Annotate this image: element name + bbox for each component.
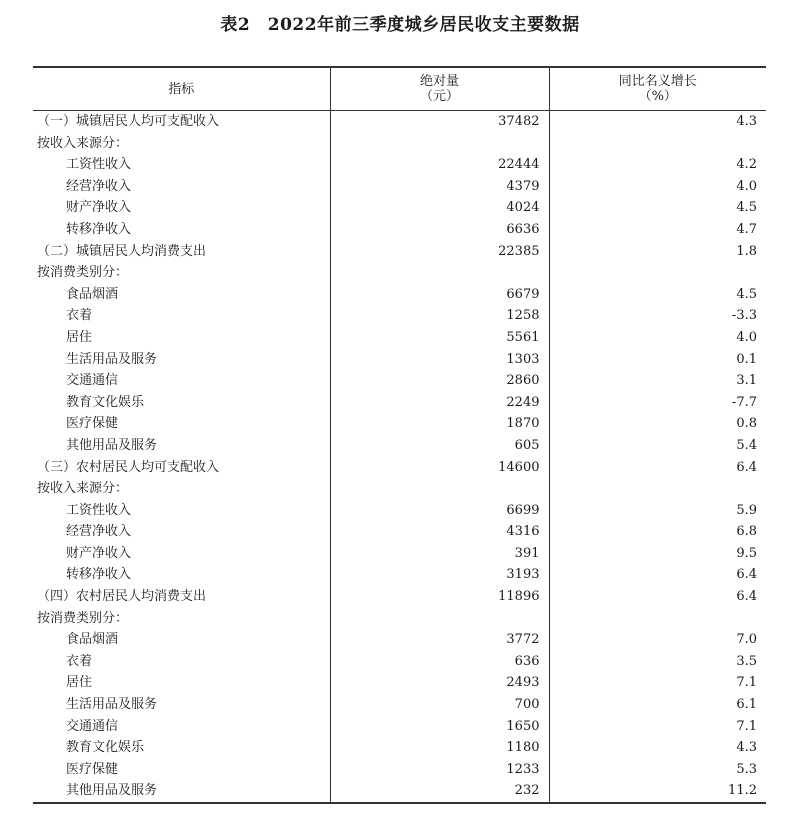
table-row (33, 111, 766, 133)
row-growth: 4.3 (549, 111, 766, 133)
row-growth (549, 133, 766, 155)
table-row (33, 413, 766, 435)
row-absolute-value: 6679 (330, 284, 549, 306)
table-row (33, 305, 766, 327)
row-label: 转移净收入 (66, 221, 132, 237)
row-label: （一）城镇居民人均可支配收入 (37, 114, 220, 129)
table-body (33, 111, 766, 804)
table-row (33, 197, 766, 219)
table-row (33, 370, 766, 392)
row-growth: 4.0 (549, 327, 766, 349)
row-absolute-value: 14600 (330, 457, 549, 479)
row-growth (549, 478, 766, 500)
row-absolute-value: 22385 (330, 241, 549, 263)
row-growth: 7.0 (549, 629, 766, 651)
table-row (33, 327, 766, 349)
row-absolute-value: 3193 (330, 564, 549, 586)
data-table (33, 66, 766, 804)
row-growth: 7.1 (549, 716, 766, 738)
table-row (33, 349, 766, 371)
page-title: 表2 2022年前三季度城乡居民收支主要数据 (220, 15, 580, 35)
row-growth: -3.3 (549, 305, 766, 327)
table-row (33, 133, 766, 155)
row-absolute-value: 1233 (330, 759, 549, 781)
row-absolute-value: 1258 (330, 305, 549, 327)
row-label: 居住 (66, 675, 93, 691)
row-label: 教育文化娱乐 (66, 394, 145, 410)
table-row (33, 435, 766, 457)
table-row (33, 478, 766, 500)
header-indicator-label: 指标 (168, 81, 195, 97)
row-absolute-value: 37482 (330, 111, 549, 133)
row-label: 按消费类别分： (37, 265, 129, 281)
row-label: 食品烟酒 (66, 286, 119, 302)
row-absolute-value: 2493 (330, 672, 549, 694)
table-row (33, 392, 766, 414)
header-growth (549, 67, 766, 111)
table-row (33, 651, 766, 673)
table-row (33, 608, 766, 630)
row-absolute-value (330, 133, 549, 155)
row-growth: 4.5 (549, 284, 766, 306)
row-label: （四）农村居民人均消费支出 (37, 589, 207, 605)
row-label: 按消费类别分： (37, 610, 129, 626)
row-growth: 1.8 (549, 241, 766, 263)
row-absolute-value (330, 478, 549, 500)
row-label: 居住 (66, 329, 93, 345)
row-absolute-value: 605 (330, 435, 549, 457)
table-row (33, 219, 766, 241)
header-absolute-value-label: 绝对量 (419, 74, 459, 89)
row-label: 衣着 (66, 308, 93, 324)
row-label: 经营净收入 (66, 524, 132, 540)
row-growth: 0.1 (549, 349, 766, 371)
row-absolute-value: 4379 (330, 176, 549, 198)
table-row (33, 521, 766, 543)
table-header-row (33, 67, 766, 111)
row-label: （二）城镇居民人均消费支出 (37, 243, 207, 259)
table-row (33, 176, 766, 198)
table-row (33, 694, 766, 716)
row-growth: 4.2 (549, 154, 766, 176)
table-row (33, 154, 766, 176)
row-absolute-value: 2249 (330, 392, 549, 414)
row-label: 医疗保健 (66, 416, 119, 432)
table-row (33, 586, 766, 608)
header-growth-unit: （%） (638, 89, 677, 104)
row-label: 其他用品及服务 (66, 437, 158, 453)
row-absolute-value: 4316 (330, 521, 549, 543)
row-growth: 4.3 (549, 737, 766, 759)
row-label: 工资性收入 (66, 157, 132, 173)
row-growth: 6.4 (549, 564, 766, 586)
row-growth: 5.4 (549, 435, 766, 457)
row-label: 医疗保健 (66, 761, 119, 777)
row-growth: 5.9 (549, 500, 766, 522)
row-label: 转移净收入 (66, 567, 132, 583)
table-row (33, 672, 766, 694)
table-row (33, 716, 766, 738)
row-label: 工资性收入 (66, 502, 132, 518)
row-absolute-value: 1180 (330, 737, 549, 759)
row-absolute-value: 3772 (330, 629, 549, 651)
table-row (33, 500, 766, 522)
row-growth: 7.1 (549, 672, 766, 694)
row-growth (549, 608, 766, 630)
header-indicator (33, 67, 330, 111)
row-absolute-value: 636 (330, 651, 549, 673)
table-row (33, 780, 766, 803)
table-row (33, 543, 766, 565)
row-label: 教育文化娱乐 (66, 740, 145, 756)
row-growth: 0.8 (549, 413, 766, 435)
row-label: 财产净收入 (66, 200, 132, 216)
row-label: 生活用品及服务 (66, 697, 158, 713)
table-row (33, 262, 766, 284)
row-growth: 6.1 (549, 694, 766, 716)
row-growth: 4.0 (549, 176, 766, 198)
row-absolute-value: 391 (330, 543, 549, 565)
row-label: 生活用品及服务 (66, 351, 158, 367)
row-growth: 6.8 (549, 521, 766, 543)
row-absolute-value: 22444 (330, 154, 549, 176)
header-absolute-value (330, 67, 549, 111)
row-growth: 3.1 (549, 370, 766, 392)
table-row (33, 564, 766, 586)
row-absolute-value: 11896 (330, 586, 549, 608)
row-absolute-value: 4024 (330, 197, 549, 219)
table-row (33, 241, 766, 263)
row-label: 经营净收入 (66, 178, 132, 194)
row-growth: 6.4 (549, 457, 766, 479)
row-label: 其他用品及服务 (33, 780, 330, 803)
header-growth-label: 同比名义增长 (618, 74, 697, 89)
table-row (33, 759, 766, 781)
table-row (33, 284, 766, 306)
row-absolute-value: 1303 (330, 349, 549, 371)
header-absolute-value-unit: （元） (419, 89, 459, 104)
row-label: 财产净收入 (66, 545, 132, 561)
row-absolute-value: 232 (330, 780, 549, 803)
row-absolute-value (330, 608, 549, 630)
row-absolute-value: 2860 (330, 370, 549, 392)
table-row (33, 737, 766, 759)
table-row (33, 457, 766, 479)
row-label: 按收入来源分： (37, 135, 129, 151)
row-growth: 4.5 (549, 197, 766, 219)
row-label: 交通通信 (66, 373, 119, 389)
row-absolute-value: 1650 (330, 716, 549, 738)
table-row (33, 629, 766, 651)
row-absolute-value: 1870 (330, 413, 549, 435)
row-growth: 9.5 (549, 543, 766, 565)
row-growth (549, 262, 766, 284)
row-absolute-value: 5561 (330, 327, 549, 349)
row-growth: -7.7 (549, 392, 766, 414)
row-absolute-value: 6699 (330, 500, 549, 522)
row-growth: 5.3 (549, 759, 766, 781)
row-absolute-value: 6636 (330, 219, 549, 241)
row-growth: 3.5 (549, 651, 766, 673)
row-label: 交通通信 (66, 718, 119, 734)
row-label: 衣着 (66, 653, 93, 669)
row-growth: 6.4 (549, 586, 766, 608)
row-label: （三）农村居民人均可支配收入 (37, 459, 220, 475)
row-growth: 11.2 (549, 780, 766, 803)
row-absolute-value (330, 262, 549, 284)
row-label: 食品烟酒 (66, 632, 119, 648)
row-absolute-value: 700 (330, 694, 549, 716)
row-growth: 4.7 (549, 219, 766, 241)
row-label: 按收入来源分： (37, 481, 129, 497)
